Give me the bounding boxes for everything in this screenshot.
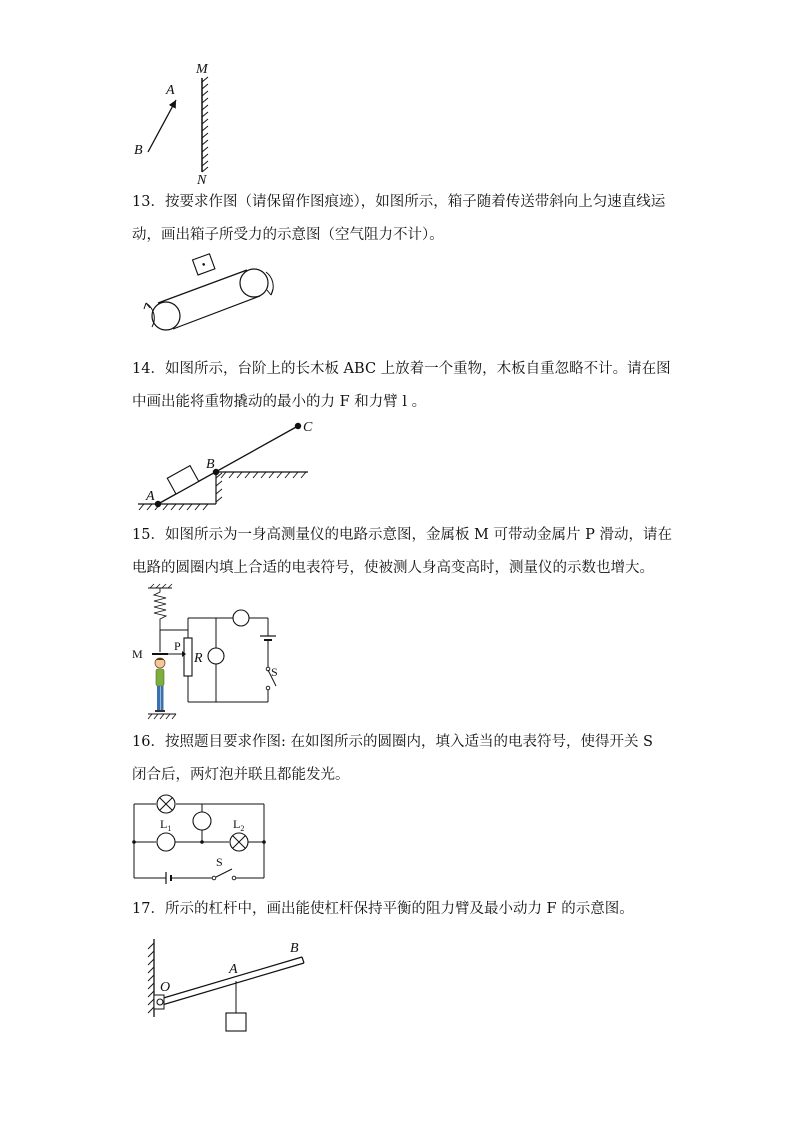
figure-13-conveyor <box>138 265 288 340</box>
question-14: 14．如图所示，台阶上的长木板 ABC 上放着一个重物，木板自重忽略不计。请在图中画出能将重物撬动的最小的力 F 和力臂 l 。 <box>132 361 671 410</box>
label-A: A <box>166 83 175 98</box>
label-A: A <box>146 489 155 504</box>
question-13: 13．按要求作图（请保留作图痕迹），如图所示，箱子随着传送带斜向上匀速直线运动，画出箱子所受力的示意图（空气阻力不计）。 <box>132 194 666 243</box>
figure-16-parallel-lamps <box>130 790 270 890</box>
label-R: R <box>194 651 203 666</box>
figure-15-height-meter <box>130 584 290 724</box>
figure-17-lever <box>140 935 320 1040</box>
label-M: M <box>196 62 208 77</box>
label-L2: $L_2$ <box>233 817 245 833</box>
label-C: C <box>303 420 313 435</box>
label-N: N <box>197 173 207 188</box>
label-S: S <box>216 855 223 869</box>
label-B: B <box>290 941 299 956</box>
label-A: A <box>229 962 238 977</box>
figure-12-mirror <box>130 60 230 188</box>
question-16: 16．按照题目要求作图: 在如图所示的圆圈内，填入适当的电表符号，使得开关 S 闭合后，两灯泡并联且都能发光。 <box>132 734 653 783</box>
label-M: M <box>132 647 143 661</box>
label-O: O <box>160 980 171 995</box>
label-B: B <box>206 457 215 472</box>
question-17: 17．所示的杠杆中，画出能使杠杆保持平衡的阻力臂及最小动力 F 的示意图。 <box>132 901 634 917</box>
question-15: 15．如图所示为一身高测量仪的电路示意图，金属板 M 可带动金属片 P 滑动，请在电路的圆圈内填上合适的电表符号，使被测人身高变高时，测量仪的示数也增大。 <box>132 527 672 576</box>
label-B: B <box>134 143 143 158</box>
label-P: P <box>174 639 181 653</box>
label-L1: $L_1$ <box>160 817 172 833</box>
label-S: S <box>271 665 278 679</box>
figure-14-lever-board <box>136 418 316 513</box>
